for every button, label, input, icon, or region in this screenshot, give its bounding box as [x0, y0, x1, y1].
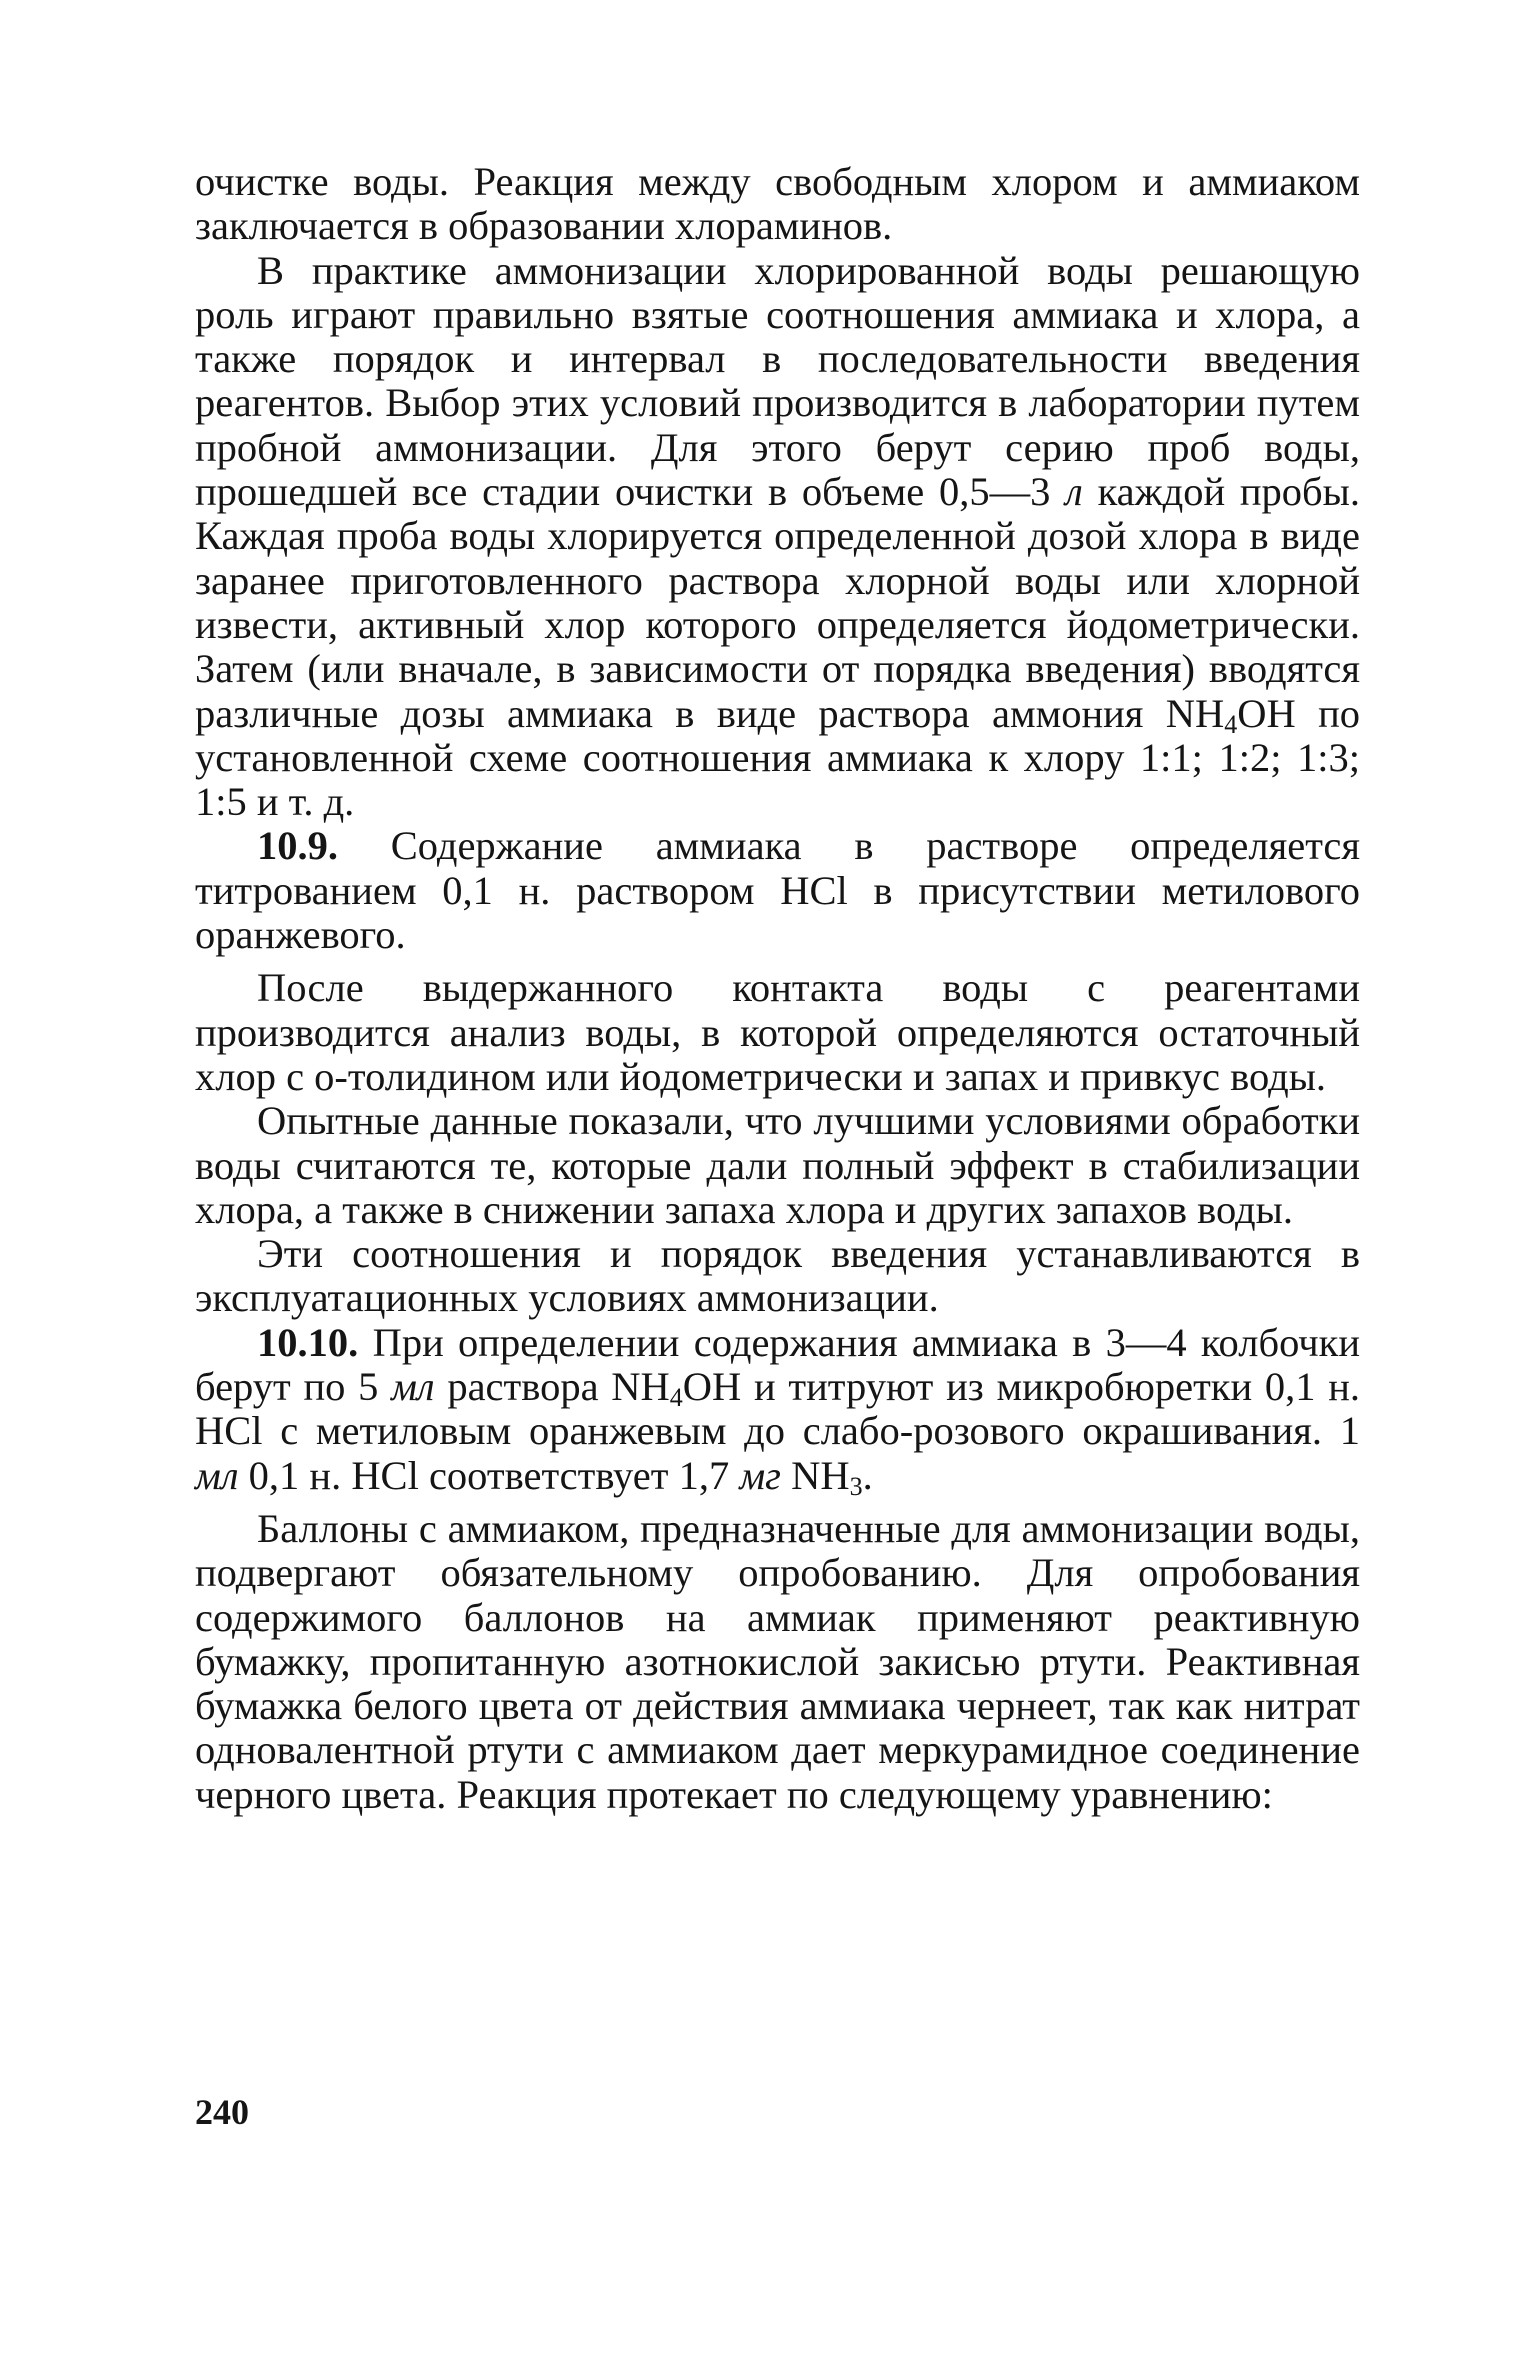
unit-liter: л: [1065, 469, 1083, 515]
paragraph-text: .: [862, 1452, 873, 1498]
paragraph-text: NH: [780, 1452, 850, 1498]
unit-ml: мл: [391, 1364, 435, 1410]
paragraph-cylinders: [195, 1507, 1360, 1817]
paragraph-experimental-data: [195, 1099, 1360, 1232]
section-number: 10.9.: [257, 823, 338, 869]
page-number: 240: [195, 2092, 249, 2132]
paragraph-text: В практике аммонизации хлорированной воды решающую роль играют правильно взятые соотношения аммиака и хлора, а также порядок и интервал в последовательности введения реагентов. Выбор этих условий производится в лаборатории путем пробной аммонизации. Для этого берут серию проб воды, прошедшей все стадии очистки в объеме 0,5—3: [195, 247, 1360, 515]
paragraph-section-10-10: [195, 1319, 1360, 1501]
paragraph-trial-ammonization: [195, 249, 1360, 825]
section-number: 10.10.: [257, 1319, 359, 1365]
paragraph-text: каждой пробы. Каждая проба воды хлорируется определенной дозой хлора в виде заранее приготовленного раствора хлорной воды или хлорной извести, активный хлор которого определяется йодометрически. Затем (или вначале, в зависимости от порядка введения) вводятся различные дозы аммиака в виде раствора аммония NH: [195, 469, 1361, 736]
subscript: 3: [849, 1471, 863, 1501]
paragraph-section-10-9: [195, 824, 1360, 957]
paragraph-text: раствора NH: [434, 1364, 670, 1410]
subscript: 4: [1224, 709, 1238, 739]
paragraph-text: Эти соотношения и порядок введения устанавливаются в эксплуатационных условиях аммонизации.: [195, 1231, 1360, 1321]
paragraph-continuation: [195, 160, 1360, 249]
paragraph-analysis: [195, 966, 1360, 1099]
paragraph-ratios: [195, 1232, 1360, 1321]
unit-ml: мл: [195, 1452, 239, 1498]
page-body: [195, 160, 1360, 1817]
unit-mg: мг: [739, 1452, 781, 1498]
paragraph-text: Баллоны с аммиаком, предназначенные для аммонизации воды, подвергают обязательному опробованию. Для опробования содержимого баллонов на аммиак применяют реактивную бумажку, пропитанную азотнокислой закисью ртути. Реактивная бумажка белого цвета от действия аммиака чернеет, так как нитрат одновалентной ртути с аммиаком дает меркурамидное соединение черного цвета. Реакция протекает по следующему уравнению:: [195, 1505, 1360, 1817]
paragraph-text: Опытные данные показали, что лучшими условиями обработки воды считаются те, которые дали полный эффект в стабилизации хлора, а также в снижении запаха хлора и других запахов воды.: [195, 1098, 1360, 1232]
subscript: 4: [669, 1383, 683, 1413]
paragraph-text: 0,1 н. HCl соответствует 1,7: [238, 1452, 740, 1498]
paragraph-text: OH по установленной схеме соотношения аммиака к хлору 1:1; 1:2; 1:3; 1:5 и т. д.: [195, 690, 1360, 825]
paragraph-text: После выдержанного контакта воды с реагентами производится анализ воды, в которой определяются остаточный хлор с о-толидином или йодометрически и запах и привкус воды.: [195, 965, 1360, 1099]
paragraph-text: Содержание аммиака в растворе определяется титрованием 0,1 н. раствором HCl в присутствии метилового оранжевого.: [195, 823, 1360, 958]
paragraph-text: очистке воды. Реакция между свободным хлором и аммиаком заключается в образовании хлораминов.: [195, 159, 1360, 249]
paragraph-text: OH и титруют из микробюретки 0,1 н. HCl с метиловым оранжевым до слабо-розового окрашивания. 1: [195, 1364, 1360, 1454]
paragraph-text: При определении содержания аммиака в 3—4 колбочки берут по 5: [195, 1319, 1360, 1410]
